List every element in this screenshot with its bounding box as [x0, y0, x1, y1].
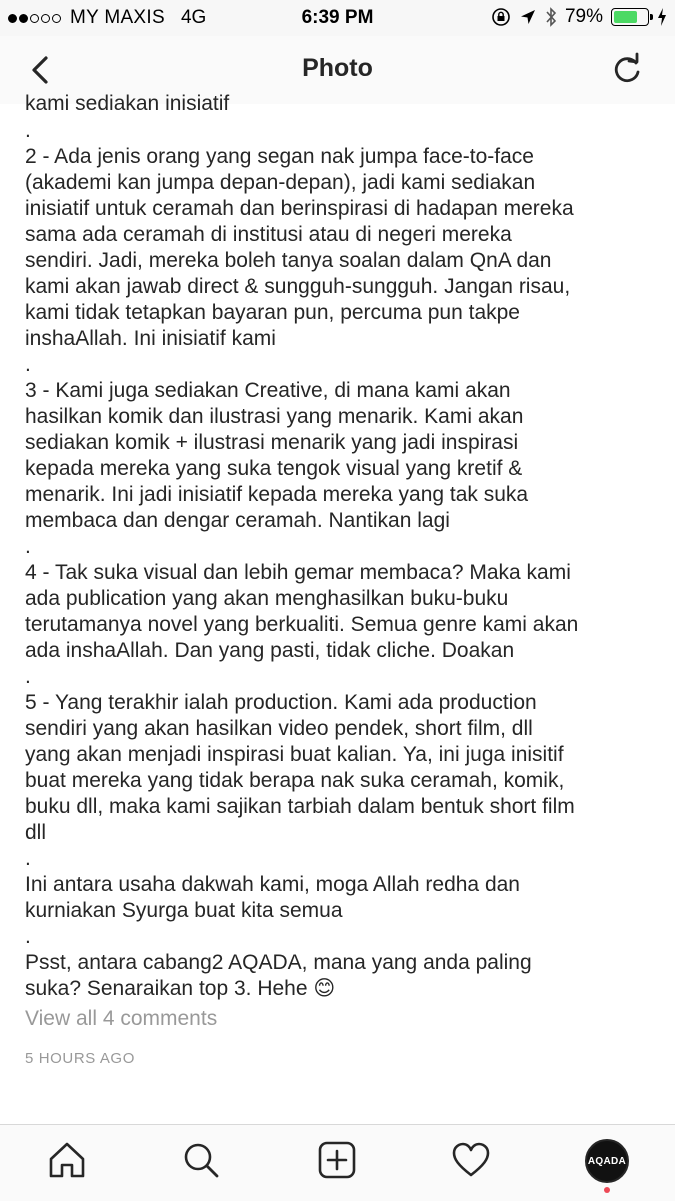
view-all-comments-link[interactable]: View all 4 comments [25, 1007, 218, 1030]
caption-paragraph: Ini antara usaha dakwah kami, moga Allah redha dan kurniakan Syurga buat kita semua [25, 873, 520, 922]
caption-separator: . [25, 665, 31, 688]
search-icon[interactable] [180, 1139, 222, 1181]
profile-avatar[interactable]: AQADA [585, 1139, 629, 1183]
activity-heart-icon[interactable] [450, 1139, 492, 1181]
caption-separator: . [25, 535, 31, 558]
charging-bolt-icon [657, 8, 667, 26]
page-title: Photo [302, 54, 373, 82]
photo-caption [25, 92, 655, 1124]
caption-separator: . [25, 847, 31, 870]
caption-separator: . [25, 925, 31, 948]
battery-icon [611, 8, 649, 26]
notification-dot [604, 1187, 610, 1193]
caption-separator: . [25, 353, 31, 376]
battery-percent: 79% [564, 6, 603, 27]
rotation-lock-icon [491, 7, 511, 27]
caption-paragraph: 4 - Tak suka visual dan lebih gemar membaca? Maka kami ada publication yang akan menghasilkan buku-buku terutamanya novel yang berkualiti. Semua genre kami akan ada inshaAllah. Dan yang pasti, tidak cliche. Doakan [25, 561, 579, 662]
home-icon[interactable] [46, 1139, 88, 1181]
caption-paragraph: Psst, antara cabang2 AQADA, mana yang anda paling suka? Senaraikan top 3. Hehe 😊 [25, 951, 532, 1000]
bluetooth-icon [545, 7, 557, 27]
add-post-icon[interactable] [316, 1139, 358, 1181]
status-bar [0, 0, 675, 36]
caption-paragraph: 2 - Ada jenis orang yang segan nak jumpa face-to-face (akademi kan jumpa depan-depan), jadi kami sediakan inisiatif untuk ceramah dan berinspirasi di hadapan mereka sama ada ceramah di institusi atau di negeri mereka sendiri. Jadi, mereka boleh tanya soalan dalam QnA dan kami akan jawab direct & sungguh-sungguh. Jangan risau, kami tidak tetapkan bayaran pun, percuma pun takpe inshaAllah. Ini inisiatif kami [25, 145, 574, 350]
caption-separator: . [25, 119, 31, 142]
carrier-name: MY MAXIS [70, 7, 165, 28]
post-timestamp: 5 HOURS AGO [25, 1050, 135, 1067]
tab-bar [0, 1124, 675, 1201]
status-time: 6:39 PM [301, 7, 374, 28]
status-right [491, 6, 667, 28]
location-arrow-icon [519, 8, 537, 26]
caption-paragraph: 5 - Yang terakhir ialah production. Kami ada production sendiri yang akan hasilkan video pendek, short film, dll yang akan menjadi inspirasi buat kalian. Ya, ini juga inisitif buat mereka yang tidak berapa nak suka ceramah, komik, buku dll, maka kami sajikan tarbiah dalam bentuk short film dll [25, 691, 575, 844]
caption-cut-line: kami sediakan inisiatif [25, 92, 230, 115]
network-type: 4G [180, 7, 207, 28]
refresh-icon[interactable] [607, 50, 647, 90]
caption-paragraph: 3 - Kami juga sediakan Creative, di mana kami akan hasilkan komik dan ilustrasi yang menarik. Kami akan sediakan komik + ilustrasi menarik yang jadi inspirasi kepada mereka yang suka tengok visual yang kretif & menarik. Ini jadi inisiatif kepada mereka yang tak suka membaca dan dengar ceramah. Nantikan lagi [25, 379, 529, 532]
